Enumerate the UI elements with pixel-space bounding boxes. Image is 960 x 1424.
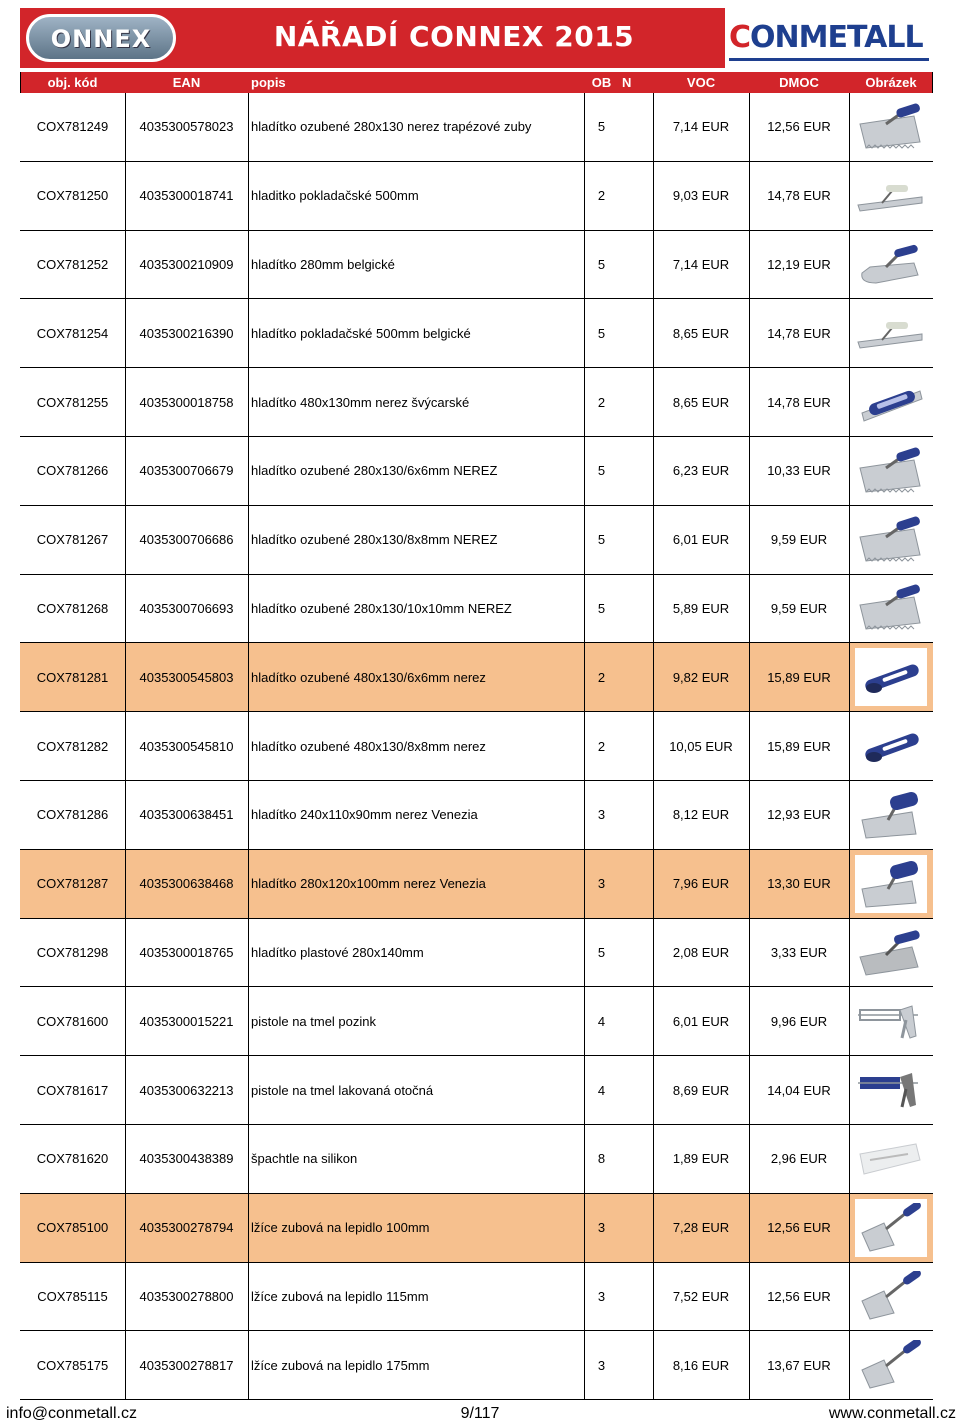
product-ean: 4035300278794 — [139, 1220, 234, 1236]
product-dmoc-price: 13,30 EUR — [767, 876, 831, 892]
product-n — [619, 93, 653, 161]
product-description: hladítko 280x120x100mm nerez Venezia — [251, 876, 486, 892]
product-ob: 3 — [597, 1357, 606, 1373]
footer-email[interactable]: info@conmetall.cz — [6, 1405, 137, 1422]
product-code: COX785115 — [37, 1288, 108, 1304]
product-ob: 4 — [597, 1013, 606, 1029]
product-ob: 4 — [597, 1082, 606, 1098]
product-dmoc-price: 2,96 EUR — [770, 1151, 828, 1167]
product-n — [619, 919, 653, 987]
table-row — [20, 643, 933, 712]
product-voc-price: 8,69 EUR — [672, 1082, 730, 1098]
table-row — [20, 987, 933, 1056]
product-ob: 3 — [597, 876, 606, 892]
product-voc-price: 2,08 EUR — [672, 944, 730, 960]
product-image-cell — [849, 712, 933, 780]
product-voc-price: 6,01 EUR — [672, 1013, 730, 1029]
product-image-cell — [849, 506, 933, 574]
product-n — [619, 987, 653, 1055]
product-description: hladítko plastové 280x140mm — [251, 944, 424, 960]
trowel-notched-icon — [855, 98, 927, 156]
product-ob: 2 — [597, 188, 606, 204]
product-ob: 5 — [597, 325, 606, 341]
product-dmoc-price: 14,78 EUR — [767, 188, 831, 204]
product-image-cell — [849, 299, 933, 367]
product-code: COX781620 — [36, 1151, 109, 1167]
product-voc-price: 6,01 EUR — [672, 532, 730, 548]
product-image-cell — [849, 1125, 933, 1193]
product-ean: 4035300438389 — [139, 1151, 234, 1167]
product-dmoc-price: 12,56 EUR — [767, 1220, 831, 1236]
trowel-notched-icon — [855, 442, 927, 500]
product-ean: 4035300638468 — [139, 876, 234, 892]
product-ean: 4035300278800 — [139, 1288, 234, 1304]
product-ean: 4035300578023 — [139, 119, 234, 135]
product-n — [619, 162, 653, 230]
trowel-swiss-icon — [855, 373, 927, 431]
product-dmoc-price: 14,78 EUR — [767, 394, 831, 410]
product-voc-price: 7,14 EUR — [672, 256, 730, 272]
product-dmoc-price: 14,78 EUR — [767, 325, 831, 341]
trowel-plastic-icon — [855, 923, 927, 981]
product-ean: 4035300278817 — [139, 1357, 234, 1373]
product-image-cell — [849, 93, 933, 161]
product-code: COX781250 — [36, 188, 109, 204]
product-n — [619, 368, 653, 436]
product-ob: 5 — [597, 463, 606, 479]
product-code: COX781255 — [36, 394, 109, 410]
product-ean: 4035300018741 — [139, 188, 234, 204]
product-code: COX781252 — [36, 256, 109, 272]
table-row — [20, 1125, 933, 1194]
product-n — [619, 231, 653, 299]
product-code: COX781298 — [36, 944, 109, 960]
product-description: lžíce zubová na lepidlo 100mm — [251, 1220, 430, 1236]
table-row — [20, 1194, 933, 1263]
title-banner — [183, 8, 725, 68]
product-description: pistole na tmel lakovaná otočná — [251, 1082, 434, 1098]
table-row — [20, 299, 933, 368]
spatula-icon — [855, 1130, 927, 1188]
product-n — [619, 850, 653, 918]
product-image-cell — [849, 850, 933, 918]
product-description: hladitko pokladačské 500mm — [251, 188, 419, 204]
product-code: COX781600 — [36, 1013, 109, 1029]
table-row — [20, 712, 933, 781]
product-dmoc-price: 9,59 EUR — [770, 532, 828, 548]
product-ob: 2 — [597, 738, 606, 754]
product-image-cell — [849, 643, 933, 711]
product-voc-price: 7,52 EUR — [672, 1288, 730, 1304]
product-ean: 4035300018765 — [139, 944, 234, 960]
table-row — [20, 1263, 933, 1332]
product-voc-price: 8,65 EUR — [672, 394, 730, 410]
product-description: hladítko 240x110x90mm nerez Venezia — [251, 807, 478, 823]
product-code: COX781286 — [36, 807, 109, 823]
product-image-cell — [849, 231, 933, 299]
trowel-round-icon — [855, 235, 927, 293]
table-row — [20, 781, 933, 850]
product-description: hladítko ozubené 280x130/10x10mm NEREZ — [251, 600, 512, 616]
product-n — [619, 1263, 653, 1331]
product-dmoc-price: 9,96 EUR — [770, 1013, 828, 1029]
page-title: NÁŘADÍ CONNEX 2015 — [273, 20, 635, 53]
product-description: hladítko ozubené 280x130 nerez trapézové zuby — [251, 119, 532, 135]
col-header-desc: popis — [251, 75, 286, 90]
product-image-cell — [849, 781, 933, 849]
table-row — [20, 575, 933, 644]
product-ob: 8 — [597, 1151, 606, 1167]
product-description: lžíce zubová na lepidlo 175mm — [251, 1357, 430, 1373]
product-dmoc-price: 15,89 EUR — [767, 669, 831, 685]
product-ean: 4035300638451 — [139, 807, 234, 823]
trowel-notched-icon — [855, 511, 927, 569]
product-code: COX781266 — [36, 463, 109, 479]
product-ean: 4035300632213 — [139, 1082, 234, 1098]
product-ean: 4035300018758 — [139, 394, 234, 410]
product-ob: 3 — [597, 1288, 606, 1304]
product-n — [619, 1125, 653, 1193]
trowel-long-icon — [855, 304, 927, 362]
page-header — [0, 0, 960, 72]
footer-page-number: 9/117 — [460, 1405, 500, 1422]
product-description: lžíce zubová na lepidlo 115mm — [251, 1288, 429, 1304]
scoop-icon — [855, 1267, 927, 1325]
product-voc-price: 7,14 EUR — [672, 119, 730, 135]
product-code: COX781282 — [36, 738, 109, 754]
product-code: COX785175 — [36, 1357, 109, 1373]
product-voc-price: 7,28 EUR — [672, 1220, 730, 1236]
trowel-long-icon — [855, 167, 927, 225]
product-n — [619, 1056, 653, 1124]
product-ean: 4035300545810 — [139, 738, 234, 754]
table-row — [20, 162, 933, 231]
trowel-handle-icon — [855, 717, 927, 775]
page-footer — [0, 1404, 960, 1424]
scoop-icon — [855, 1199, 927, 1257]
product-voc-price: 8,16 EUR — [672, 1357, 730, 1373]
product-code: COX785100 — [36, 1220, 109, 1236]
col-header-n: N — [622, 75, 632, 90]
product-code: COX781267 — [36, 532, 109, 548]
caulk-gun-blue-icon — [855, 1061, 927, 1119]
product-ean: 4035300210909 — [139, 256, 234, 272]
product-ob: 2 — [597, 669, 606, 685]
product-n — [619, 781, 653, 849]
table-row — [20, 231, 933, 300]
product-ean: 4035300706679 — [139, 463, 234, 479]
product-n — [619, 643, 653, 711]
product-description: hladítko 480x130mm nerez švýcarské — [251, 394, 470, 410]
product-dmoc-price: 15,89 EUR — [767, 738, 831, 754]
product-voc-price: 8,12 EUR — [672, 807, 730, 823]
table-row — [20, 1056, 933, 1125]
product-dmoc-price: 12,56 EUR — [767, 1288, 831, 1304]
product-ean: 4035300706693 — [139, 600, 234, 616]
product-image-cell — [849, 1331, 933, 1399]
product-n — [619, 299, 653, 367]
product-dmoc-price: 12,56 EUR — [767, 119, 831, 135]
product-dmoc-price: 14,04 EUR — [767, 1082, 831, 1098]
product-dmoc-price: 3,33 EUR — [770, 944, 828, 960]
trowel-venezia-icon — [855, 855, 927, 913]
product-image-cell — [849, 575, 933, 643]
product-n — [619, 1194, 653, 1262]
col-header-ean: EAN — [172, 75, 201, 90]
table-row — [20, 506, 933, 575]
col-header-ob: OB — [591, 75, 612, 90]
product-n — [619, 1331, 653, 1399]
scoop-icon — [855, 1336, 927, 1394]
product-description: pistole na tmel pozink — [251, 1013, 377, 1029]
product-image-cell — [849, 987, 933, 1055]
product-image-cell — [849, 1056, 933, 1124]
product-image-cell — [849, 1263, 933, 1331]
product-ob: 5 — [597, 600, 606, 616]
product-voc-price: 10,05 EUR — [669, 738, 733, 754]
table-row — [20, 437, 933, 506]
product-ob: 5 — [597, 532, 606, 548]
product-n — [619, 506, 653, 574]
product-code: COX781617 — [36, 1082, 109, 1098]
connex-logo: ONNEX — [20, 8, 183, 68]
product-image-cell — [849, 919, 933, 987]
trowel-venezia-icon — [855, 786, 927, 844]
product-dmoc-price: 13,67 EUR — [767, 1357, 831, 1373]
product-n — [619, 575, 653, 643]
product-ean: 4035300015221 — [139, 1013, 234, 1029]
product-image-cell — [849, 1194, 933, 1262]
product-image-cell — [849, 162, 933, 230]
product-code: COX781268 — [36, 600, 109, 616]
product-ob: 3 — [597, 807, 606, 823]
table-row — [20, 1331, 933, 1400]
conmetall-logo: CONMETALL — [725, 8, 935, 68]
product-ob: 2 — [597, 394, 606, 410]
product-n — [619, 437, 653, 505]
product-dmoc-price: 12,93 EUR — [767, 807, 831, 823]
product-voc-price: 7,96 EUR — [672, 876, 730, 892]
product-voc-price: 1,89 EUR — [672, 1151, 730, 1167]
product-dmoc-price: 10,33 EUR — [767, 463, 831, 479]
table-row — [20, 368, 933, 437]
product-ob: 5 — [597, 944, 606, 960]
table-row — [20, 850, 933, 919]
product-ob: 5 — [597, 256, 606, 272]
product-image-cell — [849, 368, 933, 436]
table-header — [20, 72, 933, 93]
product-voc-price: 5,89 EUR — [672, 600, 730, 616]
product-voc-price: 9,03 EUR — [672, 188, 730, 204]
col-header-dmoc: DMOC — [779, 75, 819, 90]
product-code: COX781281 — [36, 669, 109, 685]
product-ean: 4035300706686 — [139, 532, 234, 548]
col-header-img: Obrázek — [865, 75, 917, 90]
product-voc-price: 6,23 EUR — [672, 463, 730, 479]
trowel-notched-icon — [855, 579, 927, 637]
product-code: COX781249 — [36, 119, 109, 135]
product-ob: 3 — [597, 1220, 606, 1236]
caulk-gun-icon — [855, 992, 927, 1050]
product-description: hladítko ozubené 480x130/8x8mm nerez — [251, 738, 486, 754]
trowel-handle-icon — [855, 648, 927, 706]
table-row — [20, 93, 933, 162]
product-voc-price: 9,82 EUR — [672, 669, 730, 685]
product-code: COX781254 — [36, 325, 109, 341]
product-description: špachtle na silikon — [251, 1151, 358, 1167]
footer-website[interactable]: www.conmetall.cz — [828, 1405, 956, 1422]
product-ean: 4035300216390 — [139, 325, 234, 341]
product-ob: 5 — [597, 119, 606, 135]
table-row — [20, 919, 933, 988]
product-description: hladítko ozubené 480x130/6x6mm nerez — [251, 669, 486, 685]
product-description: hladítko ozubené 280x130/6x6mm NEREZ — [251, 463, 498, 479]
product-n — [619, 712, 653, 780]
product-ean: 4035300545803 — [139, 669, 234, 685]
product-image-cell — [849, 437, 933, 505]
product-voc-price: 8,65 EUR — [672, 325, 730, 341]
product-description: hladítko ozubené 280x130/8x8mm NEREZ — [251, 532, 498, 548]
product-code: COX781287 — [36, 876, 109, 892]
product-dmoc-price: 12,19 EUR — [767, 256, 831, 272]
col-header-code: obj. kód — [47, 75, 98, 90]
product-description: hladítko pokladačské 500mm belgické — [251, 325, 471, 341]
product-description: hladítko 280mm belgické — [251, 256, 395, 272]
col-header-voc: VOC — [686, 75, 716, 90]
product-dmoc-price: 9,59 EUR — [770, 600, 828, 616]
